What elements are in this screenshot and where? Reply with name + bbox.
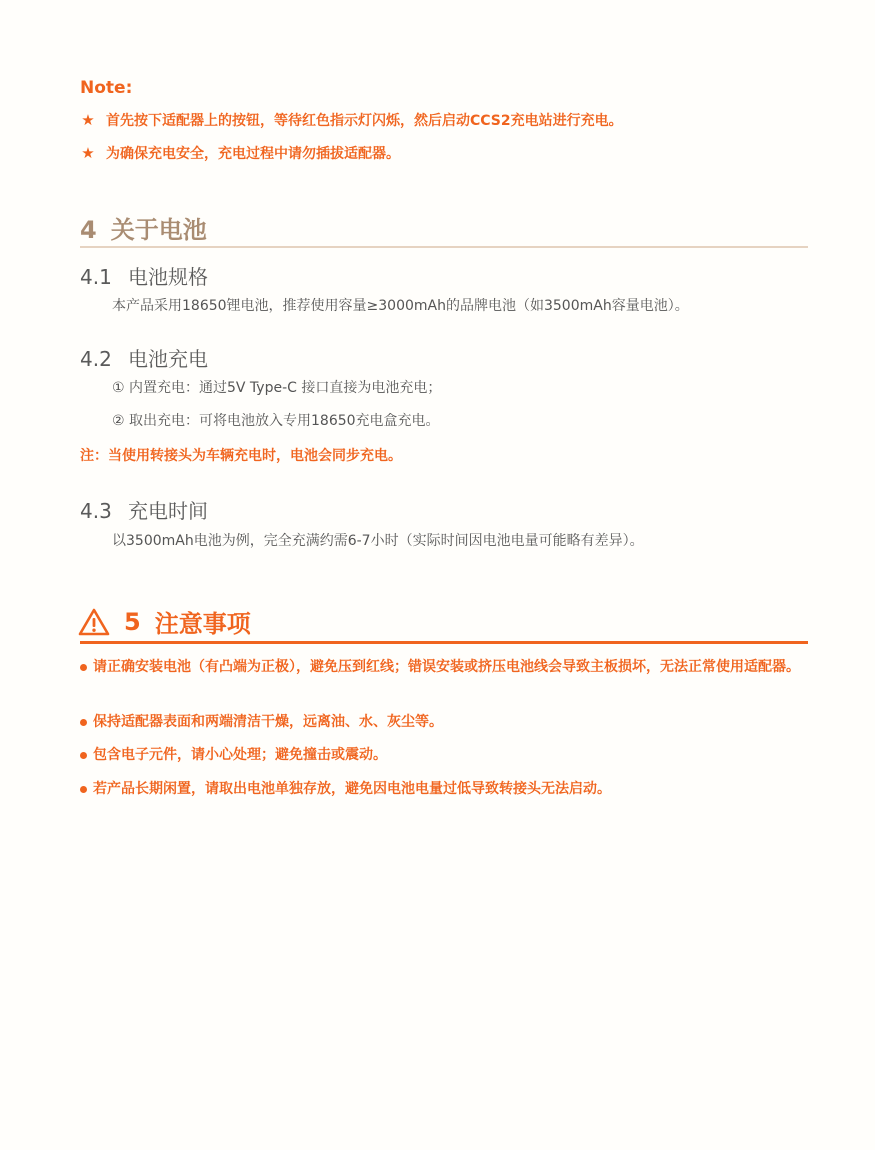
- subsection-4-3-heading: [80, 495, 208, 524]
- bullet-dot: [80, 719, 87, 726]
- note-item-text: 首先按下适配器上的按钮，等待红色指示灯闪烁，然后启动CCS2充电站进行充电。: [106, 113, 623, 129]
- precaution-text: 请正确安装电池（有凸端为正极），避免压到红线；错误安装或挤压电池线会导致主板损坏，无法正常使用适配器。: [93, 659, 800, 675]
- star-icon: ★: [81, 144, 95, 162]
- star-icon: ★: [81, 111, 95, 129]
- note-item: [80, 110, 623, 130]
- section-divider: [80, 246, 808, 248]
- note-item-text: 为确保充电安全，充电过程中请勿插拔适配器。: [106, 146, 400, 162]
- subsection-title: 电池规格: [128, 265, 208, 289]
- warning-icon: [78, 607, 110, 637]
- note-item: [80, 143, 400, 163]
- precaution-item: [80, 656, 805, 679]
- subsection-title: 电池充电: [128, 347, 208, 371]
- precaution-text: 保持适配器表面和两端清洁干燥，远离油、水、灰尘等。: [93, 714, 443, 730]
- section-title: 注意事项: [154, 610, 251, 638]
- note-title: Note:: [80, 78, 133, 98]
- subsection-title: 充电时间: [128, 499, 208, 523]
- charging-method-item: ① 内置充电：通过5V Type-C 接口直接为电池充电；: [112, 380, 442, 396]
- bullet-dot: [80, 786, 87, 793]
- charging-method-item: ② 取出充电：可将电池放入专用18650充电盒充电。: [112, 413, 440, 429]
- section-number: 5: [124, 607, 141, 636]
- battery-spec-text: 本产品采用18650锂电池，推荐使用容量≥3000mAh的品牌电池（如3500mAh容量电池）。: [112, 298, 689, 314]
- precaution-text: 若产品长期闲置，请取出电池单独存放，避免因电池电量过低导致转接头无法启动。: [93, 781, 611, 797]
- charging-time-text: 以3500mAh电池为例，完全充满约需6-7小时（实际时间因电池电量可能略有差异）。: [112, 533, 644, 549]
- subsection-number: 4.1: [80, 265, 112, 289]
- precaution-item: [80, 778, 805, 801]
- subsection-number: 4.2: [80, 347, 112, 371]
- bullet-dot: [80, 752, 87, 759]
- bullet-dot: [80, 664, 87, 671]
- precaution-item: [80, 711, 805, 734]
- subsection-4-1-heading: [80, 261, 208, 290]
- section-title: 关于电池: [110, 216, 207, 244]
- section-divider: [80, 641, 808, 644]
- section-number: 4: [80, 216, 97, 244]
- subsection-number: 4.3: [80, 499, 112, 523]
- section-4-heading: [80, 210, 207, 245]
- subsection-4-2-heading: [80, 343, 208, 372]
- precaution-text: 包含电子元件，请小心处理；避免撞击或震动。: [93, 747, 387, 763]
- charging-note: 注：当使用转接头为车辆充电时，电池会同步充电。: [80, 448, 402, 464]
- precaution-item: [80, 744, 805, 767]
- section-5-heading: [78, 604, 251, 639]
